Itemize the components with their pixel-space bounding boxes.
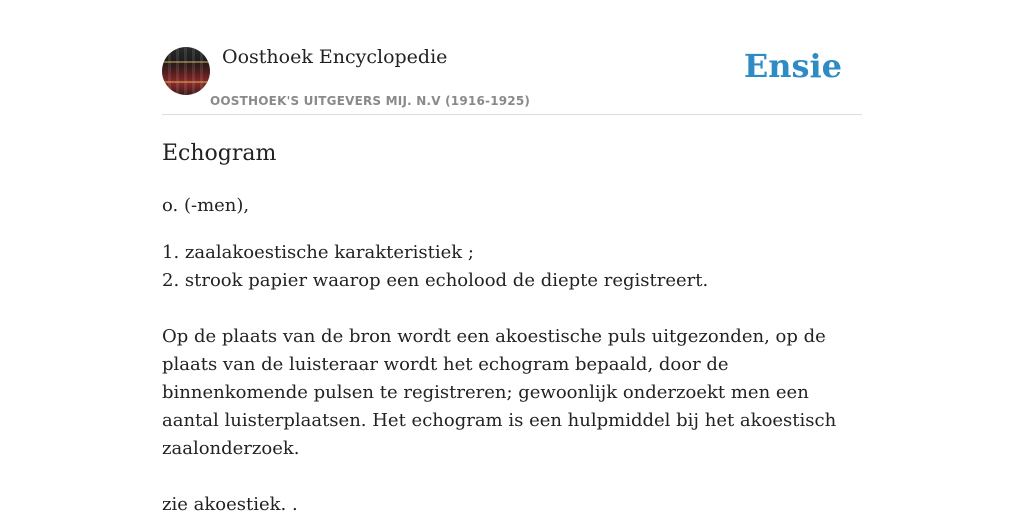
body-paragraph: Op de plaats van de bron wordt een akoestische puls uitgezonden, op de plaats van de luisteraar wordt het echogram bepaald, door de binnenkomende pulsen te registreren; gewoonlijk onderzoekt men een aantal luisterplaatsen. Het echogram is een hulpmiddel bij het akoestisch zaalonderzoek. bbox=[162, 326, 837, 459]
publisher-label: OOSTHOEK'S UITGEVERS MIJ. N.V (1916-1925) bbox=[210, 94, 531, 108]
site-title[interactable]: Oosthoek Encyclopedie bbox=[222, 46, 448, 68]
page bbox=[162, 0, 862, 515]
book-spines-icon[interactable] bbox=[162, 47, 210, 95]
brand-logo-link[interactable]: Ensie bbox=[743, 47, 842, 85]
definition-item: 2. strook papier waarop een echolood de diepte registreert. bbox=[162, 270, 709, 291]
definition-item: 1. zaalakoestische karakteristiek ; bbox=[162, 242, 474, 263]
see-also-text: zie akoestiek. . bbox=[162, 494, 298, 515]
page-title: Echogram bbox=[162, 141, 277, 166]
site-header bbox=[162, 0, 862, 115]
entry-content bbox=[162, 192, 862, 519]
grammar-note: o. (-men), bbox=[162, 195, 250, 216]
